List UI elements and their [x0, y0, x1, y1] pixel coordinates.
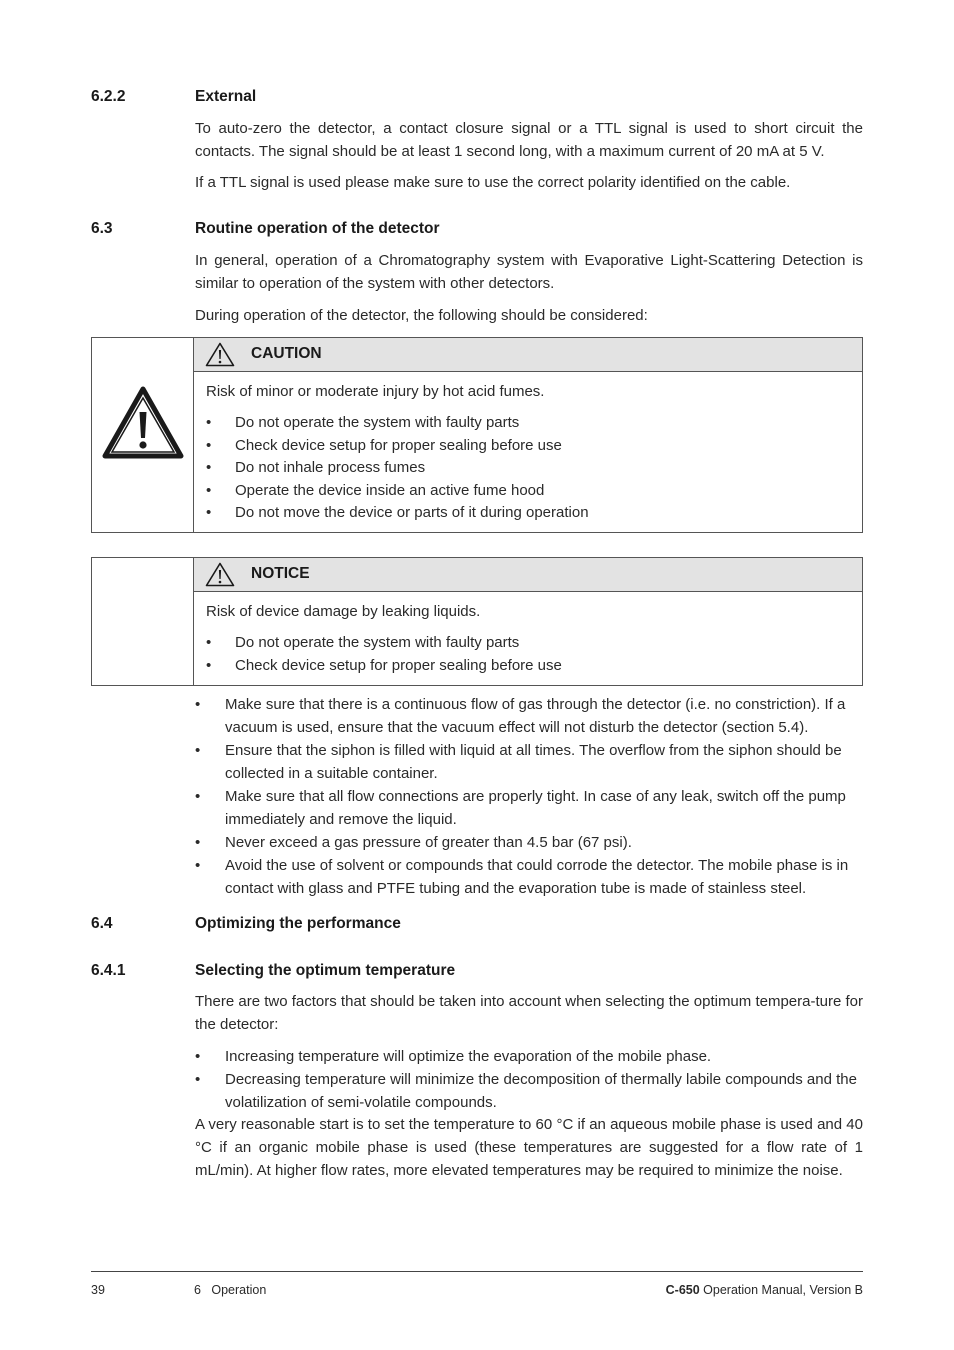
notice-header	[194, 558, 862, 592]
caution-box	[91, 337, 863, 533]
list-item: • Avoid the use of solvent or compounds that could corrode the detector. The mobile phase is in contact with glass and PTFE tubing and the evaporation tube is made of stainless steel.	[195, 854, 863, 900]
list-item: • Do not operate the system with faulty parts	[206, 412, 589, 435]
list-item: • Never exceed a gas pressure of greater than 4.5 bar (67 psi).	[195, 831, 863, 854]
caution-icon-column	[92, 338, 194, 532]
operation-bullet-list	[195, 693, 863, 900]
list-item: • Check device setup for proper sealing before use	[206, 655, 562, 678]
notice-list	[206, 632, 562, 677]
footer-chapter: 6 Operation	[194, 1283, 267, 1297]
caution-list	[206, 412, 589, 525]
list-item: • Operate the device inside an active fume hood	[206, 480, 589, 503]
notice-intro: Risk of device damage by leaking liquids.	[206, 603, 481, 620]
footer-manual-title	[666, 1283, 863, 1297]
heading-number: 6.3	[91, 220, 113, 237]
list-item: • Do not move the device or parts of it during operation	[206, 502, 589, 525]
list-item: • Do not operate the system with faulty parts	[206, 632, 562, 655]
heading-title: Selecting the optimum temperature	[195, 962, 456, 979]
warning-triangle-icon	[205, 342, 235, 367]
heading-title: Routine operation of the detector	[195, 220, 440, 237]
notice-box	[91, 557, 863, 686]
list-item: • Check device setup for proper sealing before use	[206, 435, 589, 458]
warning-triangle-icon	[205, 562, 235, 587]
heading-title: Optimizing the performance	[195, 915, 401, 932]
footer-manual: Operation Manual, Version B	[699, 1283, 863, 1297]
paragraph: To auto-zero the detector, a contact closure signal or a TTL signal is used to short circuit the contacts. The signal should be at least 1 second long, with a maximum current of 20 mA at 5 V.	[195, 120, 863, 160]
caution-label: CAUTION	[251, 345, 322, 362]
footer-model: C-650	[665, 1283, 700, 1297]
paragraph: There are two factors that should be taken into account when selecting the optimum tempera-ture for the detector:	[195, 993, 863, 1033]
heading-number: 6.2.2	[91, 88, 126, 105]
paragraph: In general, operation of a Chromatography system with Evaporative Light-Scattering Detection is similar to operation of the system with other detectors.	[195, 252, 863, 292]
list-item: • Do not inhale process fumes	[206, 457, 589, 480]
heading-number: 6.4.1	[91, 962, 126, 979]
paragraph: A very reasonable start is to set the temperature to 60 °C if an aqueous mobile phase is used and 40 °C if an organic mobile phase is used (these temperatures are suggested for a flow rate of 1 mL/min). At higher flow rates, more elevated temperatures may be required to minimize the noise.	[195, 1116, 863, 1179]
list-item: • Make sure that there is a continuous flow of gas through the detector (i.e. no constriction). If a vacuum is used, ensure that the vacuum effect will not disturb the detector (section 5.4).	[195, 693, 863, 739]
caution-header	[194, 338, 862, 372]
list-item: • Ensure that the siphon is filled with liquid at all times. The overflow from the siphon should be collected in a suitable container.	[195, 739, 863, 785]
notice-label: NOTICE	[251, 565, 310, 582]
warning-triangle-large-icon	[102, 386, 184, 460]
temperature-bullet-list	[195, 1045, 863, 1114]
paragraph: During operation of the detector, the following should be considered:	[195, 307, 648, 324]
page-number: 39	[91, 1283, 105, 1297]
footer-divider	[91, 1271, 863, 1272]
list-item: • Make sure that all flow connections are properly tight. In case of any leak, switch off the pump immediately and remove the liquid.	[195, 785, 863, 831]
list-item: • Decreasing temperature will minimize the decomposition of thermally labile compounds and the volatilization of semi-volatile compounds.	[195, 1068, 863, 1114]
heading-number: 6.4	[91, 915, 113, 932]
caution-intro: Risk of minor or moderate injury by hot acid fumes.	[206, 383, 545, 400]
list-item: • Increasing temperature will optimize the evaporation of the mobile phase.	[195, 1045, 863, 1068]
paragraph: If a TTL signal is used please make sure to use the correct polarity identified on the cable.	[195, 174, 791, 191]
notice-icon-column	[92, 558, 194, 685]
heading-title: External	[195, 88, 257, 105]
